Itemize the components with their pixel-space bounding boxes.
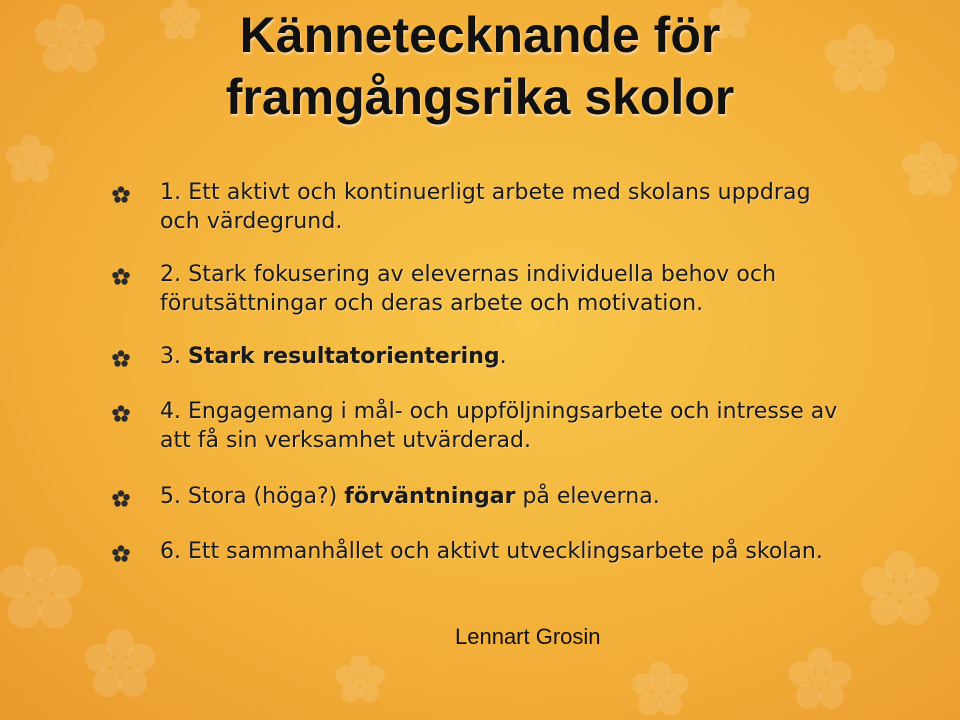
slide-title-line-2: framgångsrika skolor	[225, 69, 735, 125]
flower-bullet-icon	[112, 545, 130, 563]
list-item-text	[160, 342, 850, 371]
item-2-text: 2. Stark fokusering av elevernas individuella behov och förutsättningar och deras arbete och motivation.	[160, 262, 777, 316]
list-item-text	[160, 178, 850, 236]
list-item-text	[160, 537, 850, 566]
list-item-text	[160, 482, 850, 511]
item-4-text: 4. Engagemang i mål- och uppföljningsarbete och intresse av att få sin verksamhet utvärderad.	[160, 399, 838, 453]
item-3-prefix: 3.	[160, 344, 188, 369]
flower-bullet-icon	[112, 268, 130, 286]
flower-bullet-icon	[112, 490, 130, 508]
item-5-emphasis: förväntningar	[344, 484, 516, 509]
item-5-prefix: 5. Stora (höga?)	[160, 484, 345, 509]
flower-bullet-icon	[112, 405, 130, 423]
item-6-text: 6. Ett sammanhållet och aktivt utvecklingsarbete på skolan.	[160, 539, 823, 564]
item-3-emphasis: Stark resultatorientering	[187, 344, 500, 369]
item-5-suffix: på eleverna.	[515, 484, 660, 509]
flower-bullet-icon	[112, 186, 130, 204]
list-item-text	[160, 260, 850, 318]
author-name: Lennart Grosin	[455, 624, 601, 649]
slide-title-line-1: Kännetecknande för	[239, 7, 721, 63]
list-item-text	[160, 397, 850, 455]
flower-bullet-icon	[112, 350, 130, 368]
item-1-text: 1. Ett aktivt och kontinuerligt arbete med skolans uppdrag och värdegrund.	[160, 180, 811, 234]
item-3-suffix: .	[499, 344, 507, 369]
